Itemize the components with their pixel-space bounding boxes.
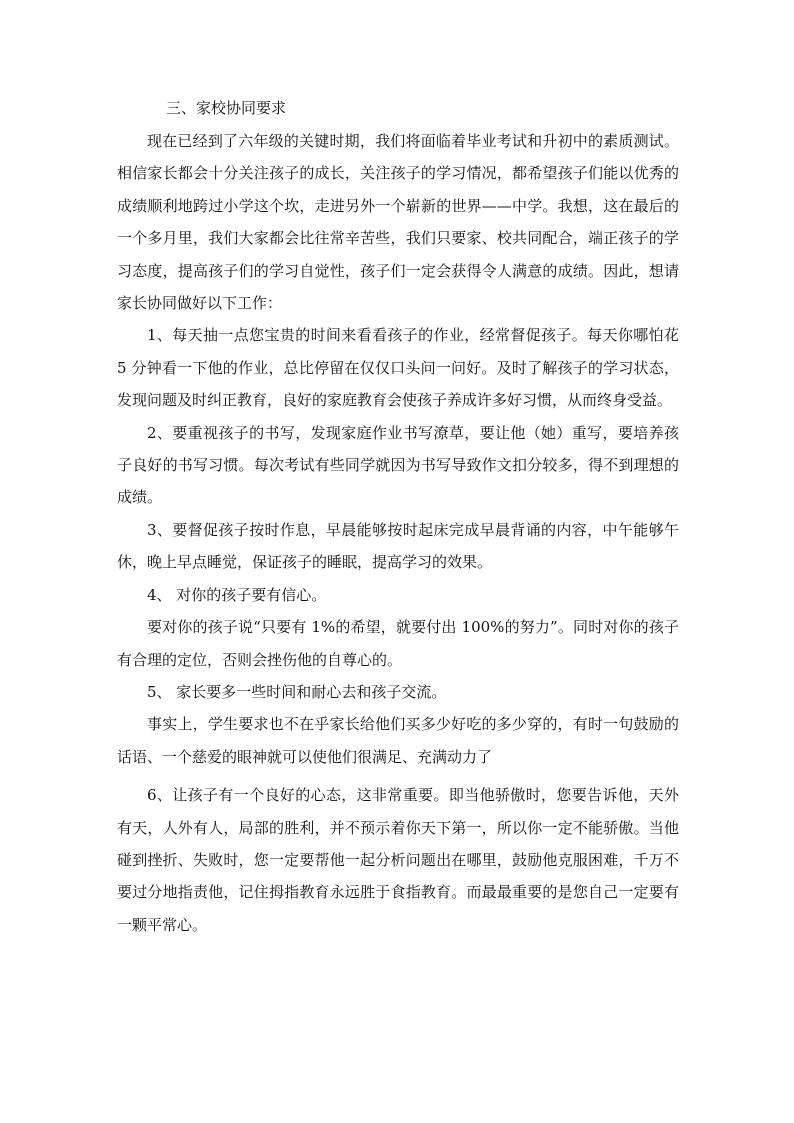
paragraph-item-2: 2、要重视孩子的书写，发现家庭作业书写潦草，要让他（她）重写，要培养孩子良好的书写习惯。每次考试有些同学就因为书写导致作文扣分较多，得不到理想的成绩。 [117, 423, 679, 507]
paragraph-item-3: 3、要督促孩子按时作息，早晨能够按时起床完成早晨背诵的内容，中午能够午休，晚上早点睡觉，保证孩子的睡眠，提高学习的效果。 [117, 520, 679, 572]
paragraph-item-5-title: 5、 家长要多一些时间和耐心去和孩子交流。 [147, 682, 447, 701]
section-heading: 三、家校协同要求 [166, 99, 287, 117]
paragraph-item-4-title: 4、 对你的孩子要有信心。 [147, 585, 327, 604]
paragraph-item-1: 1、每天抽一点您宝贵的时间来看看孩子的作业，经常督促孩子。每天你哪怕花 5 分钟看一下他的作业，总比停留在仅仅口头问一问好。及时了解孩子的学习状态，发现问题及时纠正教育，良好的家庭教育会使孩子养成许多好习惯，从而终身受益。 [117, 326, 679, 410]
document-body [117, 92, 679, 941]
paragraph-item-4-body: 要对你的孩子说“只要有 1%的希望，就要付出 100%的努力”。同时对你的孩子有合理的定位，否则会挫伤他的自尊心的。 [117, 618, 679, 669]
paragraph-item-5-body: 事实上，学生要求也不在乎家长给他们买多少好吃的多少穿的，有时一句鼓励的话语、一个慈爱的眼神就可以使他们很满足、充满动力了 [117, 715, 679, 766]
paragraph-item-6: 6、让孩子有一个良好的心态，这非常重要。即当他骄傲时，您要告诉他，天外有天，人外有人，局部的胜利，并不预示着你天下第一，所以你一定不能骄傲。当他碰到挫折、失败时，您一定要帮他一起分析问题出在哪里，鼓励他克服困难，千万不要过分地指责他，记住拇指教育永远胜于食指教育。而最最重要的是您自己一定要有一颗平常心。 [117, 786, 679, 934]
paragraph-intro: 现在已经到了六年级的关键时期，我们将面临着毕业考试和升初中的素质测试。相信家长都会十分关注孩子的成长，关注孩子的学习情况，都希望孩子们能以优秀的成绩顺利地跨过小学这个坎，走进另外一个崭新的世界——中学。我想，这在最后的一个多月里，我们大家都会比往常辛苦些，我们只要家、校共同配合，端正孩子的学习态度，提高孩子们的学习自觉性，孩子们一定会获得令人满意的成绩。因此，想请家长协同做好以下工作： [117, 132, 679, 313]
